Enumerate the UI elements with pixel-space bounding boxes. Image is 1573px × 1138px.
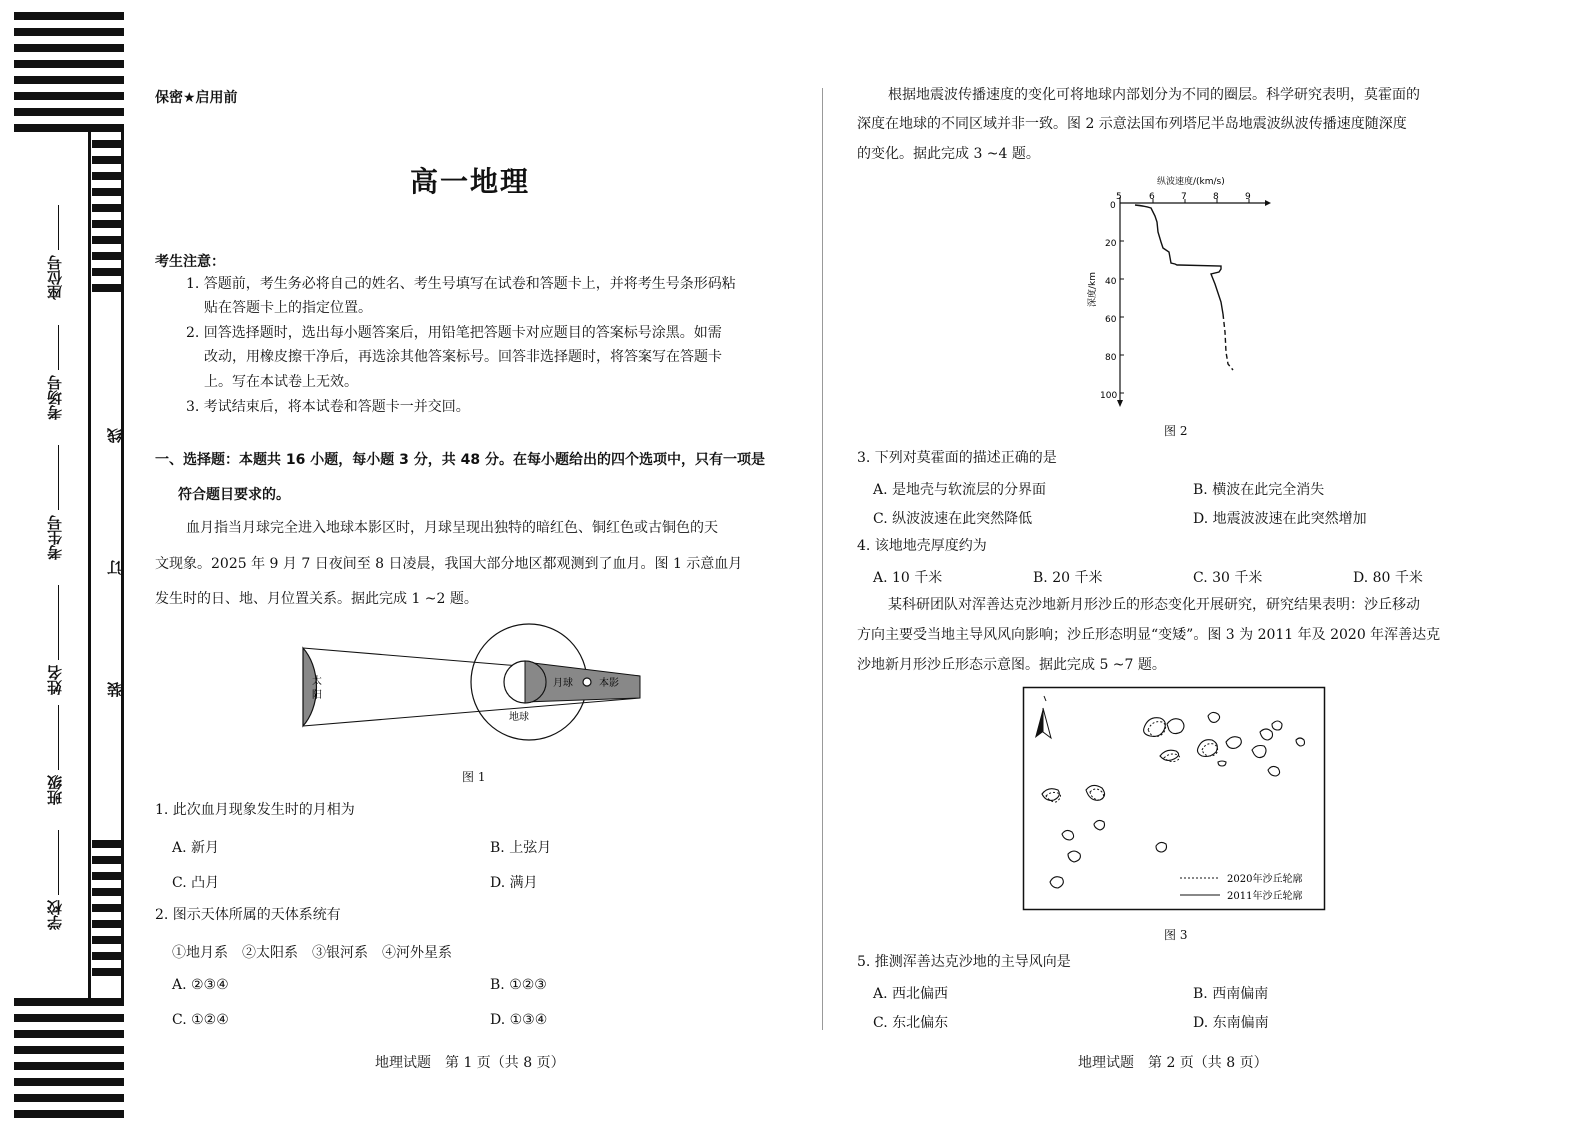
q2-choices: ①地月系 ②太阳系 ③银河系 ④河外星系: [172, 945, 452, 961]
q1-option-a[interactable]: A. 新月: [172, 840, 220, 856]
q5-option-c[interactable]: C. 东北偏东: [873, 1015, 949, 1031]
p2-intro2-line-3: 沙地新月形沙丘形态示意图。据此完成 5 ~7 题。: [857, 657, 1166, 673]
x-tick-8: 8: [1213, 192, 1219, 202]
q4-option-d[interactable]: D. 80 千米: [1353, 570, 1423, 586]
section-heading: 一、选择题：本题共 16 小题，每小题 3 分，共 48 分。在每小题给出的四个选项中，只有一项是: [155, 452, 765, 468]
figure-3-caption: 图 3: [1164, 928, 1188, 942]
moon-label: 月球: [553, 678, 573, 689]
x-axis-title: 纵波速度/(km/s): [1157, 177, 1225, 187]
velocity-curve-dashed: [1223, 314, 1233, 370]
q2-option-a[interactable]: A. ②③④: [172, 977, 229, 993]
notice-item-2c: 上。写在本试卷上无效。: [204, 374, 358, 390]
light-ray-bottom: [303, 698, 640, 726]
x-tick-9: 9: [1245, 192, 1251, 202]
q3-option-b[interactable]: B. 横波在此完全消失: [1193, 482, 1325, 498]
school-label: 学校: [46, 900, 64, 930]
y-axis-arrow: [1117, 400, 1123, 407]
figure-1-sun-earth-moon: [295, 620, 650, 755]
page-2-footer: 地理试题 第 2 页（共 8 页）: [1078, 1055, 1268, 1071]
notice-item-1b: 贴在答题卡上的指定位置。: [204, 300, 372, 316]
q3-option-d[interactable]: D. 地震波波速在此突然增加: [1193, 511, 1367, 527]
p2-intro2-line-1: 某科研团队对浑善达克沙地新月形沙丘的形态变化开展研究，研究结果表明：沙丘移动: [888, 597, 1420, 613]
y-axis-title: 深度/km: [1088, 271, 1098, 307]
q5-option-b[interactable]: B. 西南偏南: [1193, 986, 1269, 1002]
q2-stem: 2. 图示天体所属的天体系统有: [155, 907, 341, 923]
y-tick-0: 0: [1110, 201, 1116, 211]
section-heading-cont: 符合题目要求的。: [178, 487, 290, 503]
q1-stem: 1. 此次血月现象发生时的月相为: [155, 802, 355, 818]
x-axis-arrow: [1265, 200, 1271, 206]
confidential-label: 保密★启用前: [155, 90, 238, 106]
p2-intro-line-2: 深度在地球的不同区域并非一致。图 2 示意法国布列塔尼半岛地震波纵波传播速度随深度: [857, 116, 1407, 132]
q3-stem: 3. 下列对莫霍面的描述正确的是: [857, 450, 1057, 466]
school-line[interactable]: [58, 830, 59, 895]
candidate-number-line[interactable]: [58, 445, 59, 510]
q4-stem: 4. 该地地壳厚度约为: [857, 538, 987, 554]
q5-stem: 5. 推测浑善达克沙地的主导风向是: [857, 954, 1071, 970]
x-tick-7: 7: [1181, 192, 1187, 202]
p2-intro2-line-2: 方向主要受当地主导风风向影响；沙丘形态明显“变矮”。图 3 为 2011 年及 2020 年浑善达克: [857, 627, 1441, 643]
binding-mark-line: 线: [106, 428, 124, 443]
q1-option-b[interactable]: B. 上弦月: [490, 840, 552, 856]
page-title: 高一地理: [410, 165, 531, 198]
q4-option-b[interactable]: B. 20 千米: [1033, 570, 1103, 586]
seat-number-line[interactable]: [58, 205, 59, 250]
q4-option-a[interactable]: A. 10 千米: [873, 570, 943, 586]
y-tick-20: 20: [1105, 239, 1117, 249]
y-tick-100: 100: [1100, 391, 1118, 401]
p2-intro-line-3: 的变化。据此完成 3 ~4 题。: [857, 146, 1040, 162]
candidate-number-label: 考生号: [46, 515, 64, 560]
intro-line-2: 文现象。2025 年 9 月 7 日夜间至 8 日凌晨，我国大部分地区都观测到了血月。图 1 示意血月: [155, 556, 743, 572]
q2-option-b[interactable]: B. ①②③: [490, 977, 547, 993]
sun-label-1: 太: [312, 676, 322, 687]
earth-label: 地球: [509, 712, 529, 723]
class-line[interactable]: [58, 705, 59, 770]
legend-2011-label: 2011年沙丘轮廓: [1227, 891, 1303, 902]
page-divider: [822, 88, 823, 1030]
binding-mark-bind: 装: [106, 682, 124, 697]
figure-2-velocity-depth: [1075, 172, 1275, 412]
q2-option-d[interactable]: D. ①③④: [490, 1012, 548, 1028]
name-line[interactable]: [58, 585, 59, 660]
notice-item-2b: 改动，用橡皮擦干净后，再选涂其他答案标号。回答非选择题时，将答案写在答题卡: [204, 349, 722, 365]
exam-room-line[interactable]: [58, 325, 59, 370]
x-tick-5: 5: [1116, 192, 1122, 202]
q5-option-a[interactable]: A. 西北偏西: [873, 986, 949, 1002]
figure-2-caption: 图 2: [1164, 424, 1188, 438]
y-tick-40: 40: [1105, 277, 1117, 287]
legend-2020-label: 2020年沙丘轮廓: [1227, 874, 1303, 885]
binding-mark-staple: 订: [106, 560, 124, 575]
velocity-curve-solid: [1135, 205, 1223, 314]
x-tick-6: 6: [1149, 192, 1155, 202]
y-tick-60: 60: [1105, 315, 1117, 325]
notice-item-3: 3. 考试结束后，将本试卷和答题卡一并交回。: [186, 399, 470, 415]
page-1-footer: 地理试题 第 1 页（共 8 页）: [375, 1055, 565, 1071]
q2-option-c[interactable]: C. ①②④: [172, 1012, 229, 1028]
q4-option-c[interactable]: C. 30 千米: [1193, 570, 1263, 586]
q3-option-a[interactable]: A. 是地壳与软流层的分界面: [873, 482, 1047, 498]
q5-option-d[interactable]: D. 东南偏南: [1193, 1015, 1269, 1031]
intro-line-1: 血月指当月球完全进入地球本影区时，月球呈现出独特的暗红色、铜红色或古铜色的天: [186, 520, 718, 536]
q1-option-c[interactable]: C. 凸月: [172, 875, 220, 891]
umbra-label: 本影: [599, 678, 619, 689]
figure-3-dune-map: [1022, 686, 1327, 912]
figure-1-caption: 图 1: [462, 770, 486, 784]
q1-option-d[interactable]: D. 满月: [490, 875, 538, 891]
exam-room-label: 考场号: [46, 375, 64, 420]
class-label: 班级: [46, 775, 64, 805]
notice-item-2a: 2. 回答选择题时，选出每小题答案后，用铅笔把答题卡对应题目的答案标号涂黑。如需: [186, 325, 722, 341]
q3-option-c[interactable]: C. 纵波波速在此突然降低: [873, 511, 1033, 527]
intro-line-3: 发生时的日、地、月位置关系。据此完成 1 ~2 题。: [155, 591, 478, 607]
notice-item-1a: 1. 答题前，考生务必将自己的姓名、考生号填写在试卷和答题卡上，并将考生号条形码粘: [186, 276, 736, 292]
seat-number-label: 座位号: [46, 255, 64, 300]
sun-shape: [303, 648, 316, 726]
name-label: 姓名: [46, 665, 64, 695]
sun-label-2: 阳: [312, 690, 322, 701]
p2-intro-line-1: 根据地震波传播速度的变化可将地球内部划分为不同的圈层。科学研究表明，莫霍面的: [888, 87, 1420, 103]
moon-shape: [583, 678, 591, 686]
y-tick-80: 80: [1105, 353, 1117, 363]
notice-heading: 考生注意：: [155, 254, 225, 270]
